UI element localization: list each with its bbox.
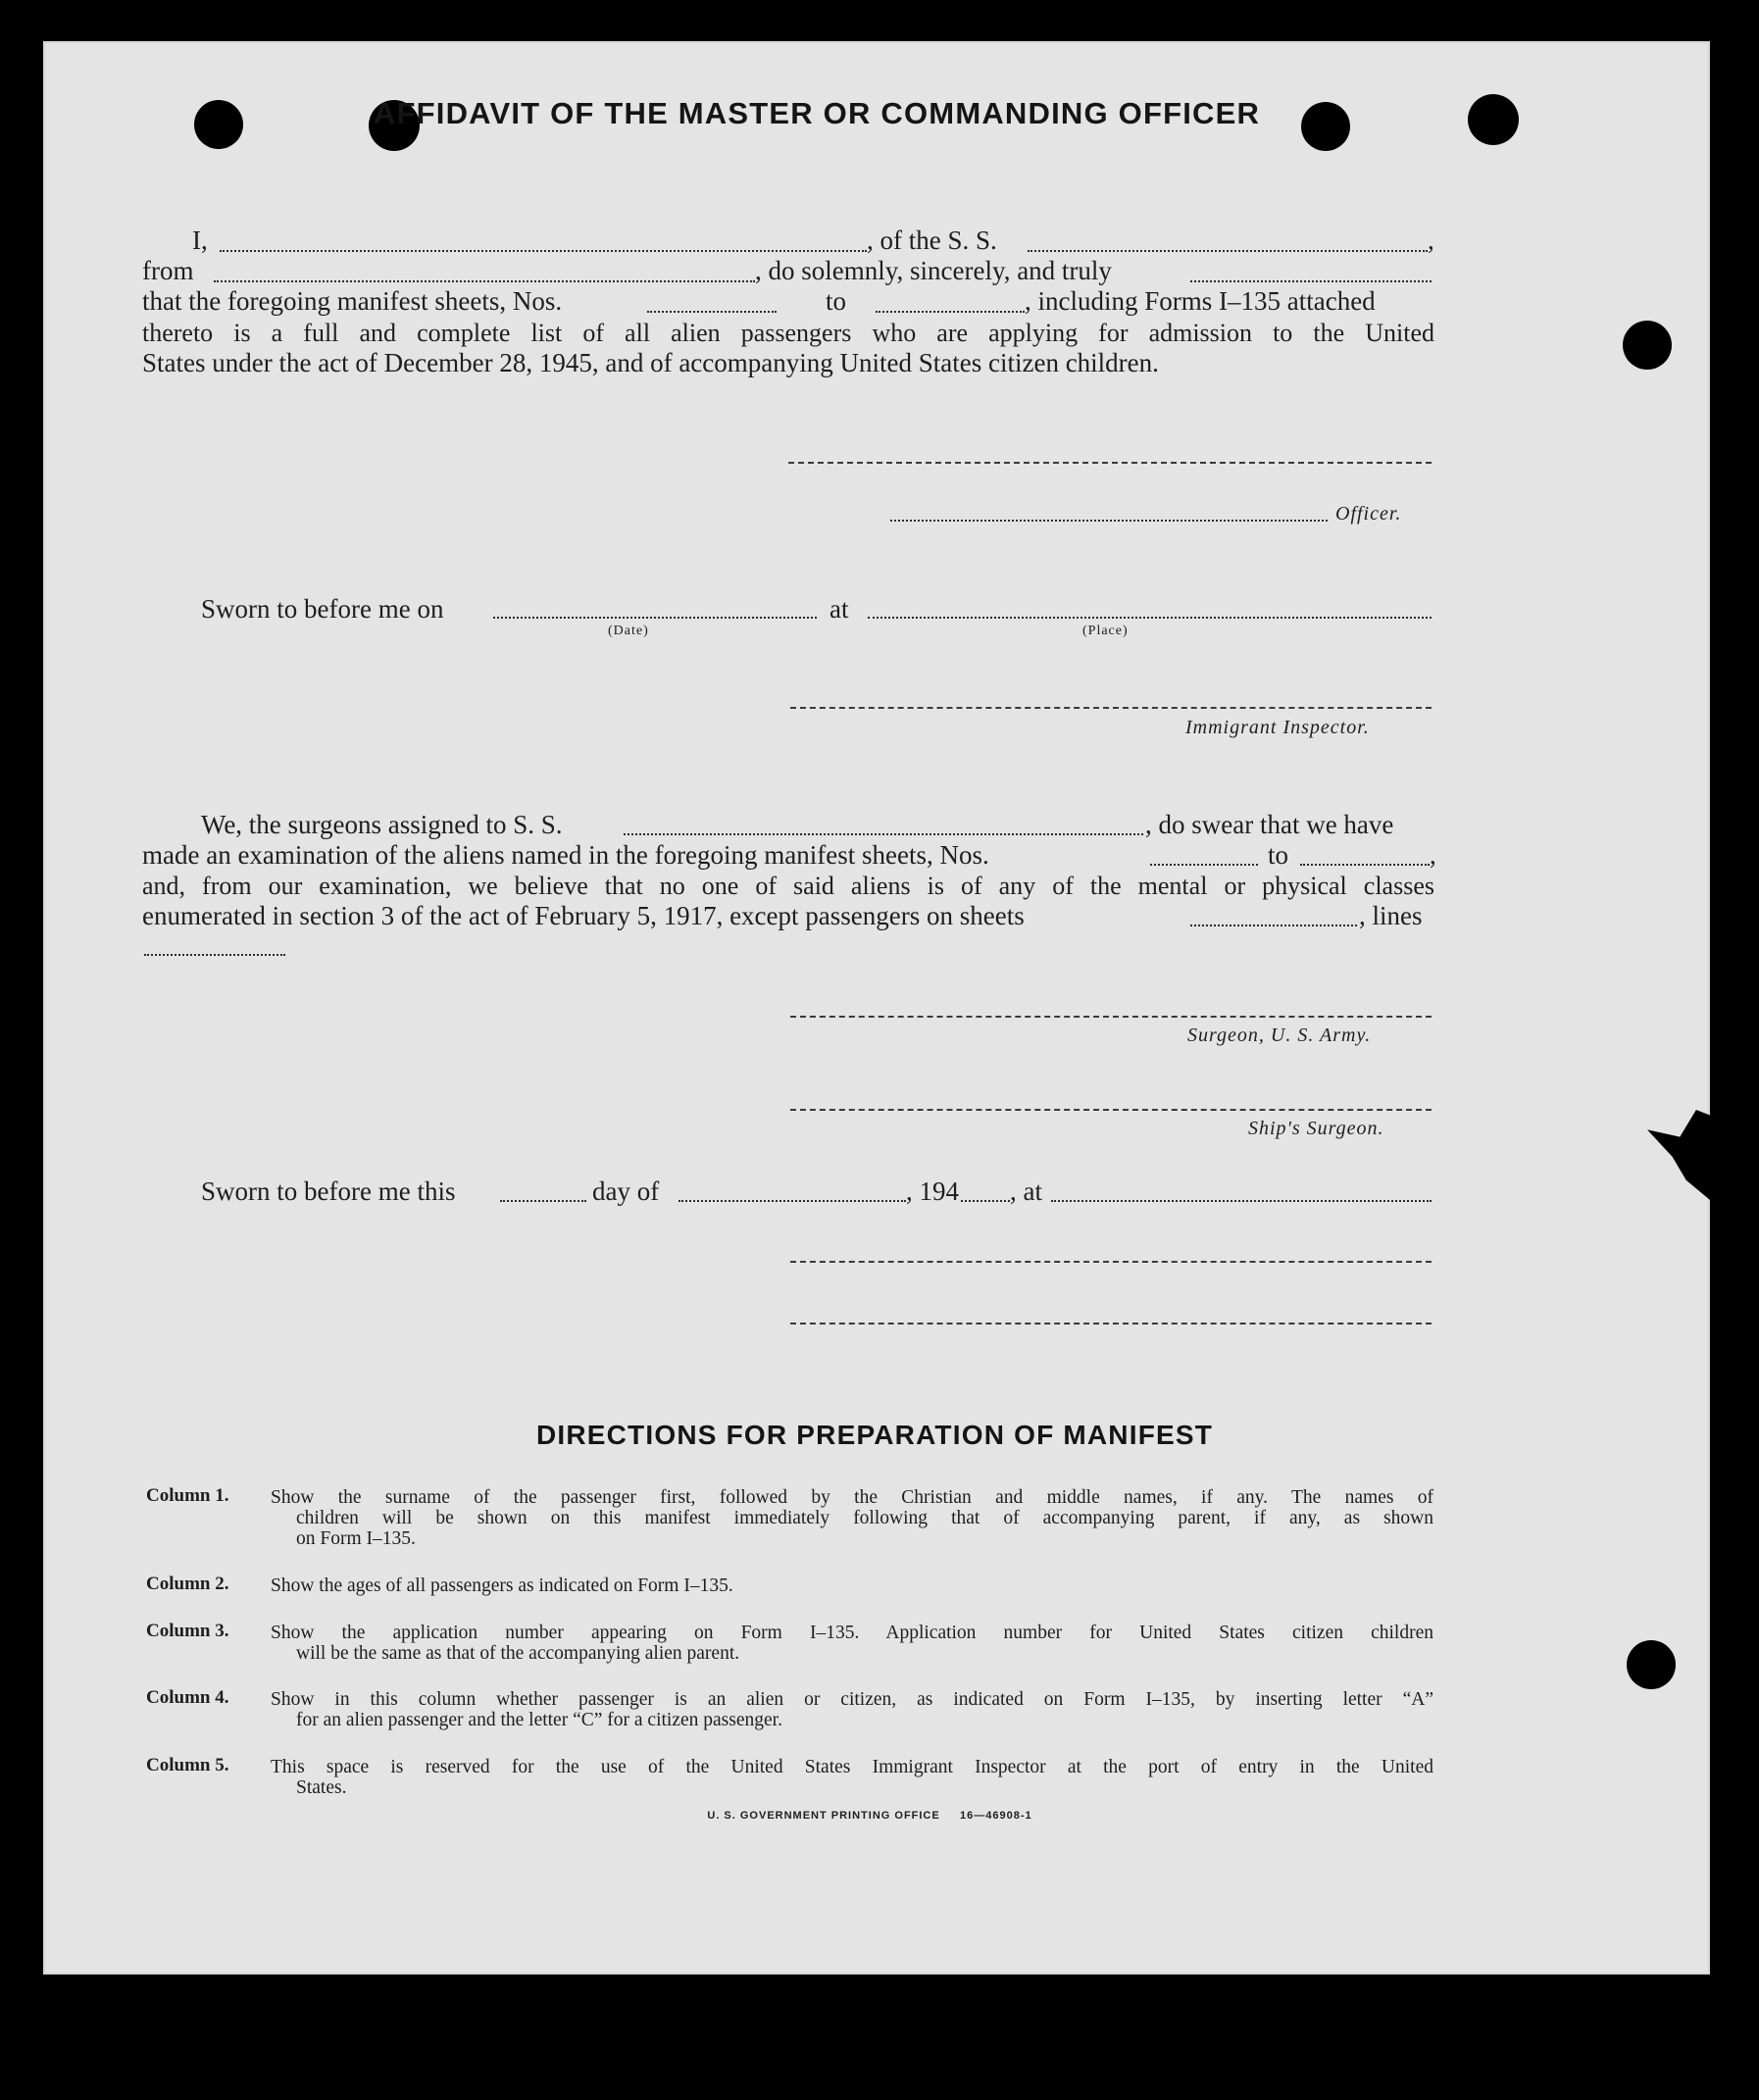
printer-imprint: U. S. GOVERNMENT PRINTING OFFICE 16—46908-1 — [707, 1810, 1032, 1822]
column-2-label: Column 2. — [146, 1574, 229, 1594]
column-2-text — [271, 1575, 1433, 1596]
surgeons-line3: and, from our examination, we believe that no one of said aliens is of any of the mental or physical classes — [142, 872, 1434, 900]
sheets-label: that the foregoing manifest sheets, Nos. — [142, 286, 563, 316]
master-name-field[interactable] — [220, 250, 867, 252]
surgeon-sheet-to-field[interactable] — [1300, 864, 1430, 866]
at-label-2: , at — [1010, 1176, 1042, 1206]
from-label: from — [142, 256, 194, 285]
column-1-text — [271, 1487, 1433, 1549]
sworn2-signature-line-2[interactable] — [790, 1323, 1432, 1325]
surgeon-ship-field[interactable] — [624, 833, 1143, 835]
inspector-caption: Immigrant Inspector. — [1185, 717, 1370, 738]
sworn2-signature-line-1[interactable] — [790, 1261, 1432, 1263]
column-1-line-2: children will be shown on this manifest immediately following that of accompanying parent, if any, as shown — [296, 1508, 1433, 1528]
place-caption: (Place) — [1082, 624, 1129, 638]
year-label: , 194 — [906, 1176, 959, 1206]
sworn-year-field[interactable] — [961, 1200, 1010, 1202]
master-statement-line4: thereto is a full and complete list of all alien passengers who are applying for admission to the United — [142, 319, 1434, 347]
surgeons-line2-end: , — [1430, 840, 1436, 870]
surgeons-line2-to: to — [1268, 840, 1289, 870]
column-4-line-1: Show in this column whether passenger is an alien or citizen, as indicated on Form I–135, by inserting letter “A” — [271, 1689, 1433, 1710]
surgeon-sheet-from-field[interactable] — [1150, 864, 1258, 866]
to-label: to — [826, 286, 847, 316]
solemnly-label: , do solemnly, sincerely, and truly — [755, 256, 1112, 285]
officer-signature-line[interactable] — [788, 462, 1432, 464]
directions-title: DIRECTIONS FOR PREPARATION OF MANIFEST — [535, 1420, 1214, 1450]
sworn-place-field[interactable] — [868, 617, 1432, 619]
sworn2-place-field[interactable] — [1051, 1200, 1432, 1202]
ship-surgeon-caption: Ship's Surgeon. — [1248, 1118, 1384, 1139]
surgeons-line1-a: We, the surgeons assigned to S. S. — [201, 810, 563, 839]
column-5-line-1: This space is reserved for the use of the United States Immigrant Inspector at the port of entry in the United — [271, 1757, 1433, 1777]
army-surgeon-caption: Surgeon, U. S. Army. — [1187, 1025, 1372, 1046]
column-5-text — [271, 1757, 1433, 1798]
surgeons-line1-b: , do swear that we have — [1145, 810, 1394, 839]
officer-caption: Officer. — [1335, 503, 1402, 525]
column-3-text — [271, 1623, 1433, 1664]
punch-hole — [1623, 321, 1672, 370]
from-port-field[interactable] — [214, 280, 755, 282]
inspector-signature-line[interactable] — [790, 707, 1432, 709]
ship-name-field[interactable] — [1028, 250, 1428, 252]
column-1-label: Column 1. — [146, 1485, 229, 1506]
comma-text: , — [1428, 225, 1434, 255]
sheet-from-field[interactable] — [647, 311, 777, 313]
column-1-line-1: Show the surname of the passenger first, followed by the Christian and middle names, if any. The names of — [271, 1487, 1433, 1508]
sworn-month-field[interactable] — [678, 1200, 906, 1202]
column-5-label: Column 5. — [146, 1755, 229, 1775]
affidavit-title: AFFIDAVIT OF THE MASTER OR COMMANDING OFFICER — [373, 96, 1261, 130]
army-surgeon-signature-line[interactable] — [790, 1016, 1432, 1018]
master-statement-line5: States under the act of December 28, 1945, and of accompanying United States citizen children. — [142, 348, 1159, 377]
i-label: I, — [192, 225, 208, 255]
truly-field[interactable] — [1190, 280, 1432, 282]
column-4-label: Column 4. — [146, 1687, 229, 1708]
column-3-line-1: Show the application number appearing on Form I–135. Application number for United States citizen children — [271, 1623, 1433, 1643]
sworn-this-label: Sworn to before me this — [201, 1176, 456, 1206]
sheet-to-field[interactable] — [876, 311, 1025, 313]
exception-lines-field[interactable] — [144, 954, 285, 956]
officer-title-field[interactable] — [890, 520, 1328, 522]
exception-sheets-field[interactable] — [1190, 925, 1357, 926]
column-1-line-3: on Form I–135. — [296, 1528, 416, 1549]
surgeons-line2-a: made an examination of the aliens named in the foregoing manifest sheets, Nos. — [142, 840, 989, 870]
column-3-line-2: will be the same as that of the accompanying alien parent. — [296, 1643, 740, 1664]
column-3-label: Column 3. — [146, 1621, 229, 1641]
column-5-line-2: States. — [296, 1777, 347, 1798]
column-4-line-2: for an alien passenger and the letter “C” for a citizen passenger. — [296, 1710, 782, 1730]
punch-hole — [1627, 1640, 1676, 1689]
column-4-text — [271, 1689, 1433, 1730]
surgeons-line4-a: enumerated in section 3 of the act of February 5, 1917, except passengers on sheets — [142, 901, 1025, 930]
sworn-date-field[interactable] — [493, 617, 817, 619]
ship-surgeon-signature-line[interactable] — [790, 1109, 1432, 1111]
including-label: , including Forms I–135 attached — [1025, 286, 1376, 316]
date-caption: (Date) — [608, 624, 649, 638]
sworn-day-field[interactable] — [500, 1200, 586, 1202]
column-2-line-1: Show the ages of all passengers as indicated on Form I–135. — [271, 1575, 733, 1596]
day-of-label: day of — [592, 1176, 660, 1206]
sworn-before-label: Sworn to before me on — [201, 594, 444, 624]
surgeons-line4-b: , lines — [1359, 901, 1423, 930]
at-label: at — [829, 594, 849, 624]
of-ss-label: , of the S. S. — [867, 225, 997, 255]
